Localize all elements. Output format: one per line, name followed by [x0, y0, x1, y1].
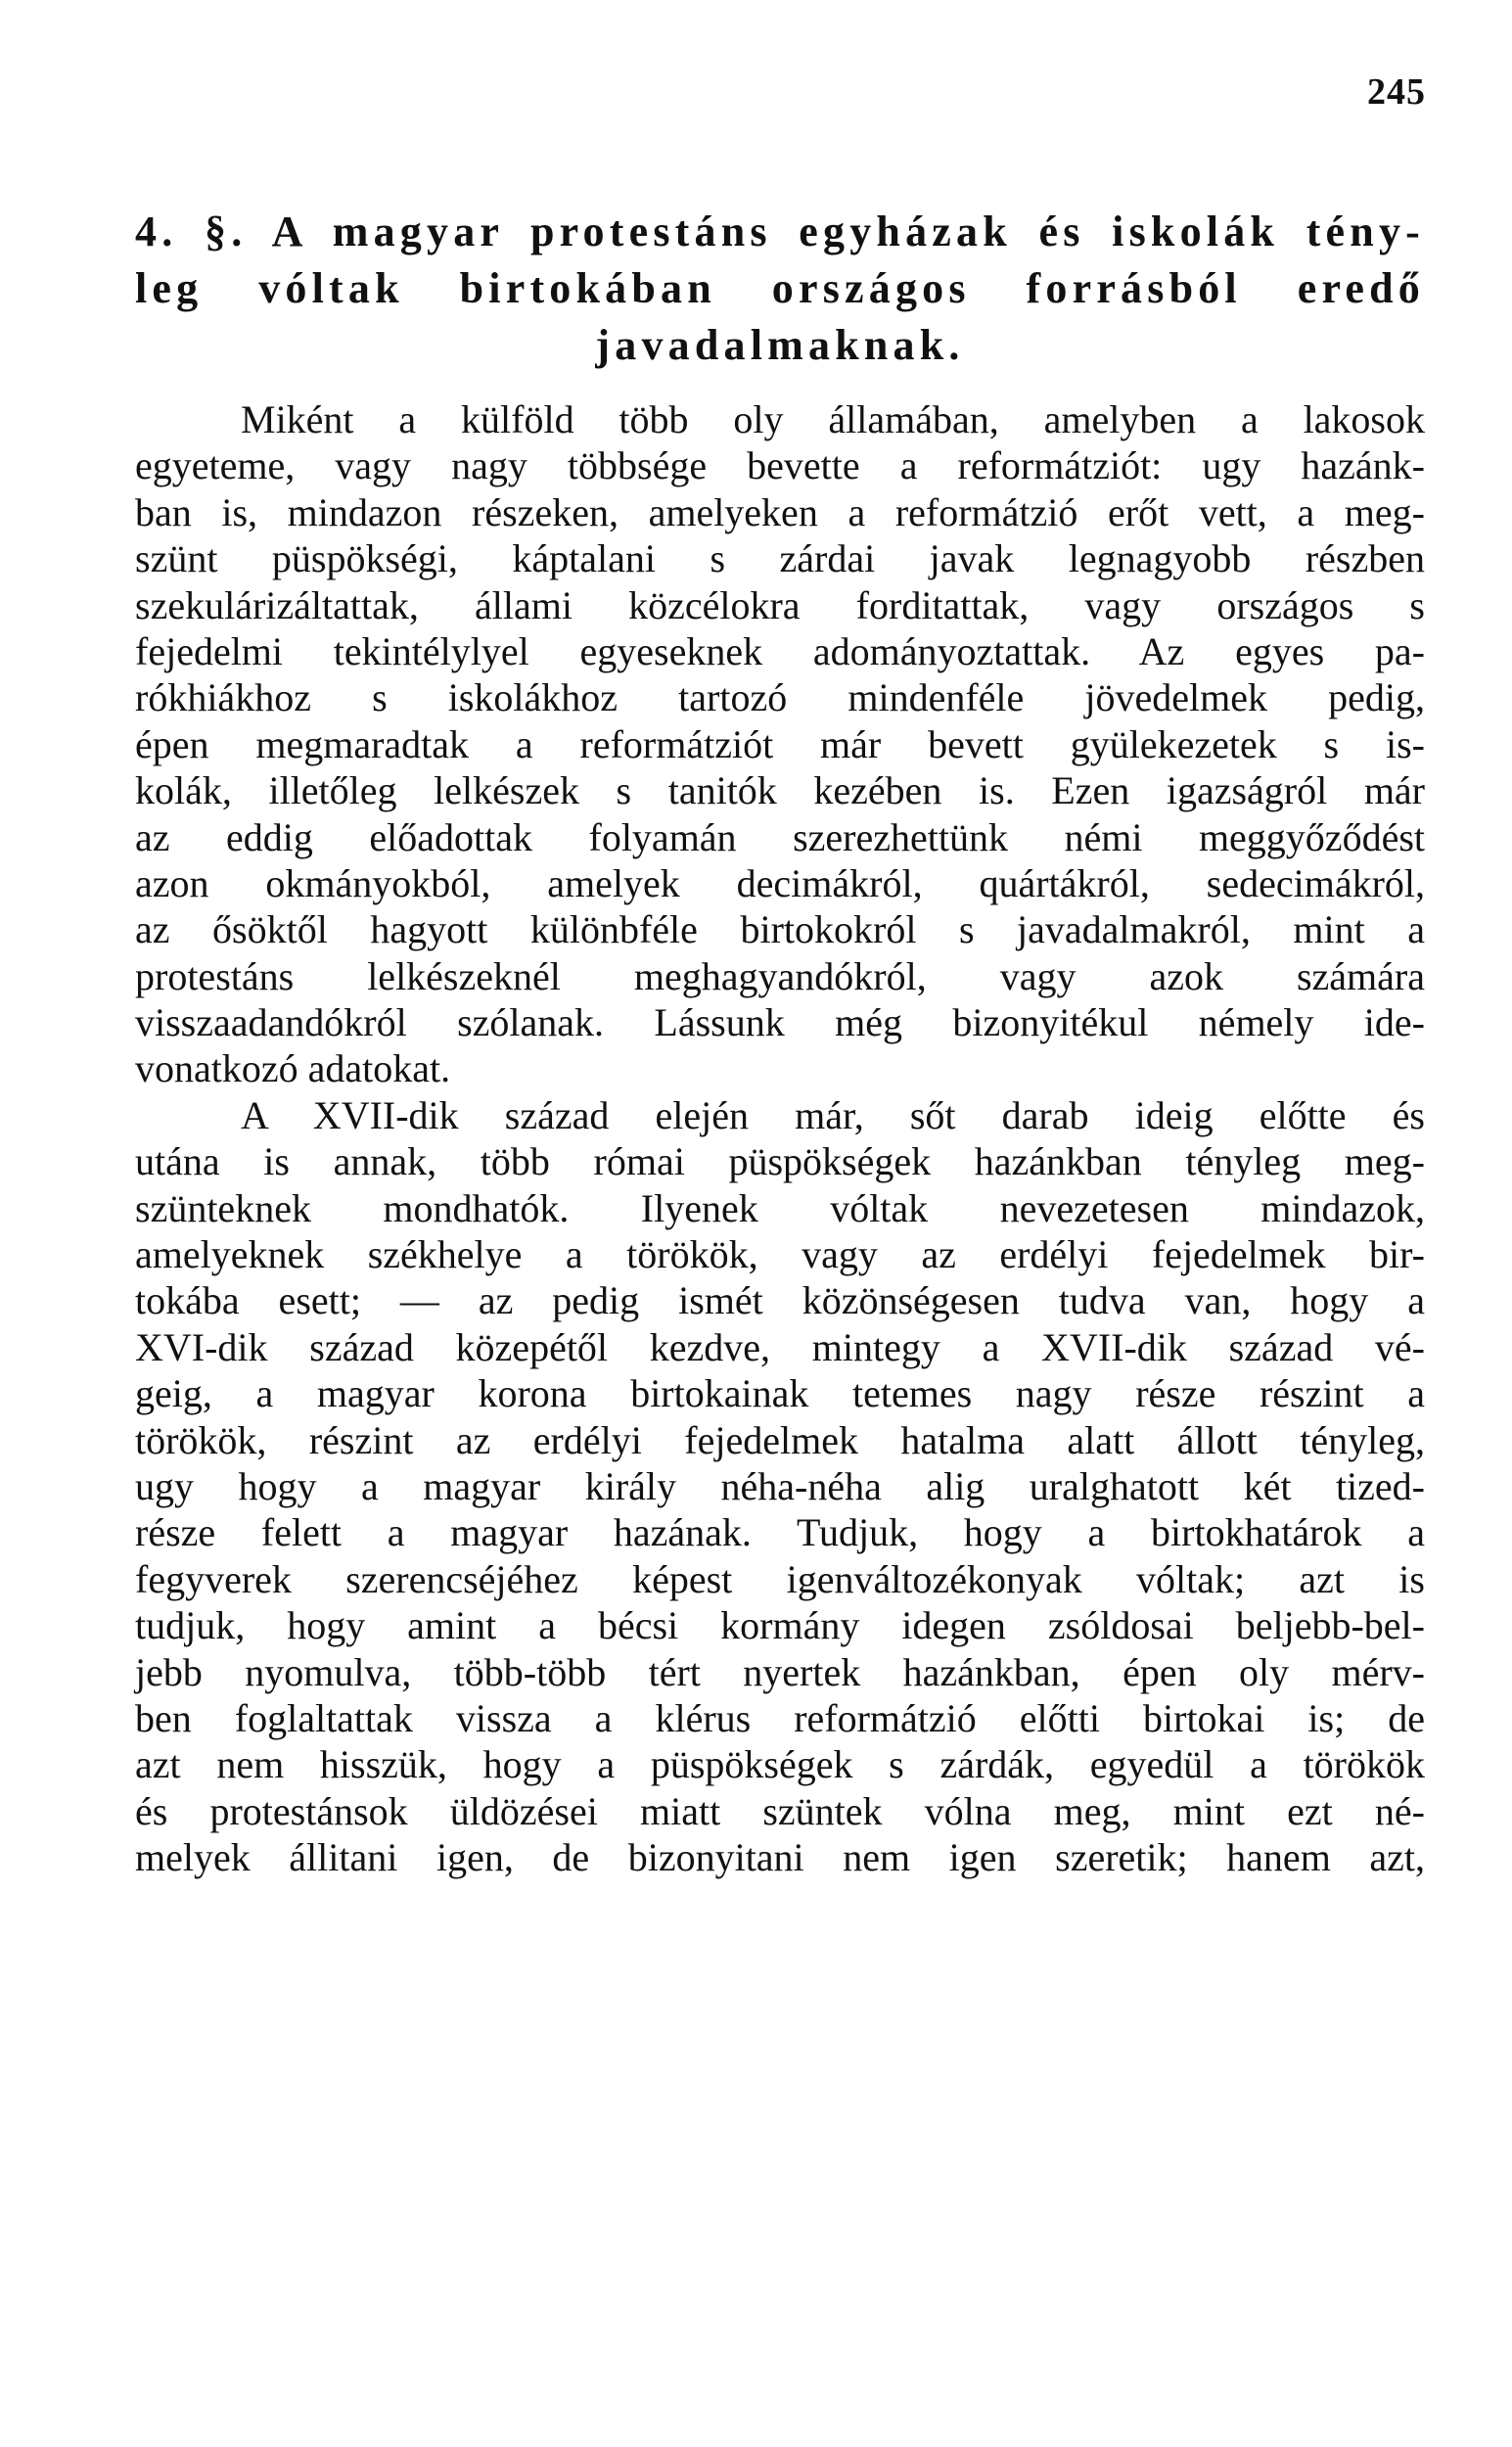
- text-line: része felett a magyar hazának. Tudjuk, hogy a birtokhatárok a: [135, 1510, 1425, 1555]
- text-line: A XVII-dik század elején már, sőt darab ideig előtte és: [241, 1092, 1425, 1137]
- text-line: ben foglaltattak vissza a klérus reformátzió előtti birtokai is; de: [135, 1695, 1425, 1740]
- text-line: egyeteme, vagy nagy többsége bevette a reformátziót: ugy hazánk-: [135, 443, 1425, 488]
- heading-line: javadalmaknak.: [595, 321, 965, 369]
- text-line: protestáns lelkészeknél meghagyandókról, vagy azok számára: [135, 953, 1425, 998]
- text-line: visszaadandókról szólanak. Lássunk még bizonyitékul némely ide-: [135, 1000, 1425, 1045]
- text-line: melyek állitani igen, de bizonyitani nem igen szeretik; hanem azt,: [135, 1835, 1425, 1880]
- text-line: és protestánsok üldözései miatt szüntek vólna meg, mint ezt né-: [135, 1788, 1425, 1833]
- heading-line: leg vóltak birtokában országos forrásból eredő: [135, 264, 1425, 312]
- text-line: szünt püspökségi, káptalani s zárdai javak legnagyobb részben: [135, 536, 1425, 581]
- heading-line: 4. §. A magyar protestáns egyházak és iskolák tény-: [135, 208, 1425, 255]
- text-line: vonatkozó adatokat.: [135, 1046, 451, 1091]
- text-line: ban is, mindazon részeken, amelyeken a reformátzió erőt vett, a meg-: [135, 489, 1425, 534]
- text-line: tokába esett; — az pedig ismét közönségesen tudva van, hogy a: [135, 1278, 1425, 1323]
- text-line: amelyeknek székhelye a törökök, vagy az erdélyi fejedelmek bir-: [135, 1232, 1425, 1277]
- text-line: az ősöktől hagyott különbféle birtokokról s javadalmakról, mint a: [135, 907, 1425, 952]
- text-line: tudjuk, hogy amint a bécsi kormány idegen zsóldosai beljebb-bel-: [135, 1603, 1425, 1648]
- text-line: Miként a külföld több oly államában, amelyben a lakosok: [241, 397, 1425, 441]
- text-line: utána is annak, több római püspökségek hazánkban tényleg meg-: [135, 1139, 1425, 1184]
- text-line: jebb nyomulva, több-több tért nyertek hazánkban, épen oly mérv-: [135, 1649, 1425, 1694]
- text-line: azt nem hisszük, hogy a püspökségek s zárdák, egyedül a törökök: [135, 1742, 1425, 1787]
- body-text: [135, 396, 1425, 1881]
- text-line: törökök, részint az erdélyi fejedelmek hatalma alatt állott tényleg,: [135, 1417, 1425, 1462]
- text-line: szekulárizáltattak, állami közcélokra forditattak, vagy országos s: [135, 582, 1425, 627]
- text-line: épen megmaradtak a reformátziót már bevett gyülekezetek s is-: [135, 721, 1425, 766]
- text-line: fejedelmi tekintélylyel egyeseknek adományoztattak. Az egyes pa-: [135, 628, 1425, 673]
- text-line: azon okmányokból, amelyek decimákról, quártákról, sedecimákról,: [135, 860, 1425, 905]
- text-line: ugy hogy a magyar király néha-néha alig uralghatott két tized-: [135, 1463, 1425, 1508]
- section-heading: [135, 204, 1425, 374]
- text-line: XVI-dik század közepétől kezdve, mintegy a XVII-dik század vé-: [135, 1324, 1425, 1369]
- text-line: geig, a magyar korona birtokainak tetemes nagy része részint a: [135, 1371, 1425, 1416]
- text-line: az eddig előadottak folyamán szerezhettünk némi meggyőződést: [135, 814, 1425, 859]
- page-number: 245: [1367, 71, 1426, 113]
- text-line: szünteknek mondhatók. Ilyenek vóltak nevezetesen mindazok,: [135, 1185, 1425, 1230]
- text-line: rókhiákhoz s iskolákhoz tartozó mindenféle jövedelmek pedig,: [135, 675, 1425, 720]
- text-line: kolák, illetőleg lelkészek s tanitók kezében is. Ezen igazságról már: [135, 768, 1425, 813]
- text-line: fegyverek szerencséjéhez képest igenváltozékonyak vóltak; azt is: [135, 1556, 1425, 1601]
